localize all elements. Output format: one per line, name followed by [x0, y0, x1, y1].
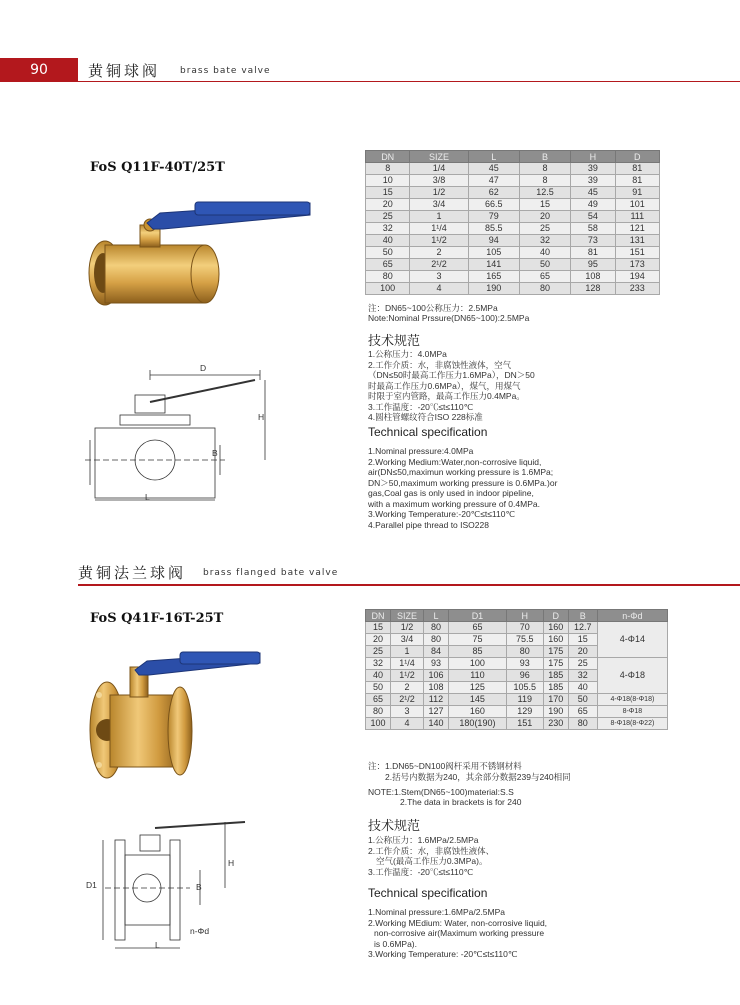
- table-cell: 39: [571, 175, 615, 187]
- table-cell: 105: [468, 247, 519, 259]
- table-cell: 62: [468, 187, 519, 199]
- table-cell: 50: [366, 247, 410, 259]
- drawing1-label-b: B: [212, 448, 218, 458]
- table-cell: 160: [543, 622, 568, 634]
- section2-title-en: brass flanged bate valve: [203, 568, 339, 578]
- drawing2-label-l: L: [155, 940, 160, 950]
- table-cell: 25: [366, 211, 410, 223]
- table-cell: 127: [423, 706, 448, 718]
- table-cell: 129: [506, 706, 543, 718]
- table-cell: 3/8: [410, 175, 468, 187]
- col-header: SIZE: [410, 151, 468, 163]
- table-cell: 151: [615, 247, 659, 259]
- spec-line: gas,Coal gas is only used in indoor pipeline,: [368, 488, 534, 498]
- flanged-ball-valve-photo: [85, 645, 265, 785]
- table-cell: 80: [506, 646, 543, 658]
- spec-line: 3.工作温度：-20℃≤t≤110℃: [368, 401, 474, 412]
- spec-line: 1.公称压力：1.6MPa/2.5MPa: [368, 835, 479, 845]
- flanged-valve-drawing: [95, 800, 265, 960]
- drawing1-label-h: H: [258, 412, 265, 422]
- product1-spec-table: [365, 150, 660, 295]
- spec-line: 1.Nominal pressure:4.0MPa: [368, 446, 474, 456]
- table-cell: 160: [543, 634, 568, 646]
- table-cell: 140: [423, 718, 448, 730]
- table-cell: 173: [615, 259, 659, 271]
- table-cell: 1/2: [391, 622, 424, 634]
- table-cell: 2¹/2: [391, 694, 424, 706]
- table-cell: 4: [391, 718, 424, 730]
- spec-line: 1.公称压力：4.0MPa: [368, 349, 447, 359]
- table-cell: 100: [366, 283, 410, 295]
- table-cell: 1/2: [410, 187, 468, 199]
- table-cell: 75.5: [506, 634, 543, 646]
- spec-line: 时限于室内管路，最高工作压力0.4MPa。: [368, 391, 525, 401]
- table-cell: 185: [543, 682, 568, 694]
- col-header: SIZE: [391, 610, 424, 622]
- table-row: [366, 199, 660, 211]
- page-title-en: brass bate valve: [180, 66, 271, 76]
- table-row: [366, 223, 660, 235]
- table-cell: 233: [615, 283, 659, 295]
- table-cell: 85: [448, 646, 506, 658]
- table-row: [366, 658, 668, 670]
- table-cell: 80: [568, 718, 597, 730]
- table-cell: 8: [519, 163, 570, 175]
- product2-model: FoS Q41F-16T-25T: [90, 611, 224, 626]
- table-cell: 65: [519, 271, 570, 283]
- table-cell: 47: [468, 175, 519, 187]
- threaded-valve-drawing: [80, 360, 280, 505]
- table-cell: 80: [366, 706, 391, 718]
- table-cell-nd: 4-Φ18(8-Φ18): [597, 694, 667, 706]
- table-cell: 50: [366, 682, 391, 694]
- product2-spec-cn-title: 技术规范: [368, 819, 421, 834]
- product1-note-en: Note:Nominal Prssure(DN65~100):2.5MPa: [368, 313, 530, 323]
- table-cell: 94: [468, 235, 519, 247]
- table-cell: 175: [543, 658, 568, 670]
- col-header: H: [506, 610, 543, 622]
- col-header: DN: [366, 610, 391, 622]
- table-cell: 32: [519, 235, 570, 247]
- table-cell: 81: [571, 247, 615, 259]
- table-cell: 2: [410, 247, 468, 259]
- table-cell: 111: [615, 211, 659, 223]
- table-cell: 73: [571, 235, 615, 247]
- spec-line: 4.Parallel pipe thread to ISO228: [368, 519, 489, 530]
- col-header: D: [543, 610, 568, 622]
- product1-spec-en-title: Technical specification: [368, 425, 488, 439]
- table-cell: 45: [468, 163, 519, 175]
- col-header: DN: [366, 151, 410, 163]
- table-cell: 106: [423, 670, 448, 682]
- table-cell: 230: [543, 718, 568, 730]
- table-cell: 160: [448, 706, 506, 718]
- table-cell: 50: [519, 259, 570, 271]
- table-cell: 93: [506, 658, 543, 670]
- table-cell: 49: [571, 199, 615, 211]
- table-row: [366, 259, 660, 271]
- product2-note-en-2: 2.The data in brackets is for 240: [400, 797, 522, 807]
- table-cell: 3/4: [410, 199, 468, 211]
- page-number: 90: [0, 58, 78, 82]
- table-cell: 101: [615, 199, 659, 211]
- table-row: [366, 622, 668, 634]
- table-cell: 39: [571, 163, 615, 175]
- table-cell-nd: 8-Φ18(8-Φ22): [597, 718, 667, 730]
- table-cell: 15: [519, 199, 570, 211]
- col-header: H: [571, 151, 615, 163]
- table-cell: 80: [366, 271, 410, 283]
- table-cell: 15: [366, 187, 410, 199]
- table-row: [366, 694, 668, 706]
- table-cell: 80: [423, 634, 448, 646]
- drawing2-label-b: B: [196, 882, 202, 892]
- table-cell: 65: [366, 259, 410, 271]
- table-cell: 93: [423, 658, 448, 670]
- table-cell-nd: 4-Φ18: [597, 658, 667, 694]
- table-cell: 54: [571, 211, 615, 223]
- spec-line: is 0.6MPa).: [374, 938, 417, 949]
- table-cell: 4: [410, 283, 468, 295]
- table-cell: 1: [391, 646, 424, 658]
- table-cell: 175: [543, 646, 568, 658]
- table-cell: 58: [571, 223, 615, 235]
- spec-line: （DN≤50时最高工作压力1.6MPa），DN＞50: [368, 370, 535, 380]
- table-cell: 190: [543, 706, 568, 718]
- table-cell: 125: [448, 682, 506, 694]
- table-cell: 180(190): [448, 718, 506, 730]
- table-cell: 145: [448, 694, 506, 706]
- table-cell: 1¹/2: [410, 235, 468, 247]
- table-cell: 3: [391, 706, 424, 718]
- spec-line: 2.Working MEdium: Water, non-corrosive liquid,: [368, 917, 548, 928]
- table-cell: 20: [568, 646, 597, 658]
- table-cell: 131: [615, 235, 659, 247]
- table-cell: 32: [366, 658, 391, 670]
- table-cell: 40: [366, 670, 391, 682]
- product1-spec-en: [368, 446, 557, 530]
- table-cell: 25: [568, 658, 597, 670]
- product1-spec-cn: [368, 349, 535, 423]
- table-cell: 170: [543, 694, 568, 706]
- table-cell: 108: [423, 682, 448, 694]
- table-cell: 1¹/4: [391, 658, 424, 670]
- table-cell: 84: [423, 646, 448, 658]
- table-cell: 100: [366, 718, 391, 730]
- table-cell: 3/4: [391, 634, 424, 646]
- product2-note-cn-2: 2.括号内数据为240，其余部分数据239与240相同: [385, 772, 571, 782]
- table-cell: 96: [506, 670, 543, 682]
- table-cell: 66.5: [468, 199, 519, 211]
- table-cell: 8: [519, 175, 570, 187]
- table-cell-nd: 8-Φ18: [597, 706, 667, 718]
- table-cell: 32: [568, 670, 597, 682]
- table-cell: 105.5: [506, 682, 543, 694]
- table-cell: 1¹/4: [410, 223, 468, 235]
- table-cell: 91: [615, 187, 659, 199]
- product2-note-cn-1: 注：1.DN65~DN100阀杆采用不锈钢材料: [368, 761, 522, 771]
- table-row: [366, 718, 668, 730]
- spec-line: 2.工作介质：水，非腐蚀性液体，空气: [368, 359, 512, 370]
- table-cell: 20: [366, 634, 391, 646]
- table-cell: 32: [366, 223, 410, 235]
- header-rule: [78, 81, 740, 82]
- table-cell: 25: [519, 223, 570, 235]
- spec-line: 时最高工作压力0.6MPa），煤气，用煤气: [368, 380, 521, 391]
- spec-line: air(DN≤50,maximun working pressure is 1.6MPa;: [368, 467, 554, 477]
- product1-spec-cn-title: 技术规范: [368, 334, 421, 349]
- table-cell: 165: [468, 271, 519, 283]
- col-header: L: [468, 151, 519, 163]
- table-cell: 40: [519, 247, 570, 259]
- spec-line: 3.工作温度：-20℃≤t≤110℃: [368, 866, 474, 877]
- table-cell: 79: [468, 211, 519, 223]
- table-cell: 65: [448, 622, 506, 634]
- table-cell: 190: [468, 283, 519, 295]
- table-cell-nd: 4-Φ14: [597, 622, 667, 658]
- table-row: [366, 271, 660, 283]
- spec-line: 3.Working Temperature:-20℃≤t≤110℃: [368, 509, 516, 519]
- table-cell: 10: [366, 175, 410, 187]
- page-title-cn: 黄铜球阀: [88, 62, 161, 80]
- table-cell: 1/4: [410, 163, 468, 175]
- table-cell: 151: [506, 718, 543, 730]
- product2-spec-cn: [368, 835, 494, 877]
- table-cell: 75: [448, 634, 506, 646]
- product1-model: FoS Q11F-40T/25T: [90, 160, 225, 175]
- spec-line: 3.Working Temperature: -20℃≤t≤110℃: [368, 949, 518, 959]
- spec-line: 2.Working Medium:Water,non-corrosive liquid,: [368, 456, 542, 467]
- table-row: [366, 187, 660, 199]
- table-cell: 50: [568, 694, 597, 706]
- table-cell: 1¹/2: [391, 670, 424, 682]
- drawing2-label-h: H: [228, 858, 235, 868]
- spec-line: DN＞50,maximum working pressure is 0.6MPa.)or: [368, 477, 558, 488]
- table-cell: 110: [448, 670, 506, 682]
- table-cell: 25: [366, 646, 391, 658]
- table-cell: 12.7: [568, 622, 597, 634]
- spec-line: non-corrosive air(Maximum working pressure: [374, 928, 545, 938]
- table-cell: 119: [506, 694, 543, 706]
- table-cell: 1: [410, 211, 468, 223]
- table-cell: 81: [615, 163, 659, 175]
- section2-rule: [78, 584, 740, 586]
- section2-title-cn: 黄铜法兰球阀: [78, 564, 187, 582]
- col-header: n-Φd: [597, 610, 667, 622]
- table-cell: 15: [568, 634, 597, 646]
- table-cell: 108: [571, 271, 615, 283]
- table-cell: 40: [568, 682, 597, 694]
- drawing1-label-d: D: [200, 363, 207, 373]
- table-cell: 121: [615, 223, 659, 235]
- table-row: [366, 247, 660, 259]
- table-cell: 80: [519, 283, 570, 295]
- spec-line: 空气(最高工作压力0.3MPa)。: [376, 856, 488, 866]
- table-cell: 65: [366, 694, 391, 706]
- spec-line: 1.Nominal pressure:1.6MPa/2.5MPa: [368, 907, 506, 917]
- col-header: D: [615, 151, 659, 163]
- table-row: [366, 211, 660, 223]
- table-cell: 128: [571, 283, 615, 295]
- table-cell: 12.5: [519, 187, 570, 199]
- table-cell: 185: [543, 670, 568, 682]
- table-cell: 45: [571, 187, 615, 199]
- table-cell: 85.5: [468, 223, 519, 235]
- table-cell: 3: [410, 271, 468, 283]
- product2-note-en-1: NOTE:1.Stem(DN65~100)material:S.S: [368, 787, 514, 797]
- product2-spec-en-title: Technical specification: [368, 886, 488, 900]
- col-header: L: [423, 610, 448, 622]
- drawing1-label-l: L: [145, 492, 150, 502]
- table-cell: 20: [519, 211, 570, 223]
- col-header: B: [568, 610, 597, 622]
- table-row: [366, 235, 660, 247]
- table-cell: 70: [506, 622, 543, 634]
- col-header: B: [519, 151, 570, 163]
- table-cell: 95: [571, 259, 615, 271]
- table-cell: 2¹/2: [410, 259, 468, 271]
- threaded-ball-valve-photo: [85, 195, 315, 315]
- table-row: [366, 283, 660, 295]
- drawing2-label-nd: n-Φd: [190, 926, 210, 936]
- col-header: D1: [448, 610, 506, 622]
- table-cell: 15: [366, 622, 391, 634]
- spec-line: 4.圆柱管螺纹符合ISO 228标准: [368, 412, 483, 422]
- table-cell: 194: [615, 271, 659, 283]
- table-cell: 141: [468, 259, 519, 271]
- spec-line: with a maximum working pressure of 0.4MPa.: [368, 498, 540, 509]
- table-cell: 81: [615, 175, 659, 187]
- table-cell: 8: [366, 163, 410, 175]
- product2-spec-table: [365, 609, 668, 730]
- spec-line: 2.工作介质：水，非腐蚀性液体、: [368, 845, 495, 856]
- product1-note-cn: 注：DN65~100公称压力：2.5MPa: [368, 303, 498, 313]
- table-cell: 65: [568, 706, 597, 718]
- table-cell: 2: [391, 682, 424, 694]
- table-row: [366, 175, 660, 187]
- table-row: [366, 163, 660, 175]
- table-cell: 20: [366, 199, 410, 211]
- table-cell: 112: [423, 694, 448, 706]
- table-cell: 80: [423, 622, 448, 634]
- table-cell: 100: [448, 658, 506, 670]
- drawing2-label-d1: D1: [86, 880, 97, 890]
- table-cell: 40: [366, 235, 410, 247]
- product2-spec-en: [368, 907, 547, 960]
- table-row: [366, 706, 668, 718]
